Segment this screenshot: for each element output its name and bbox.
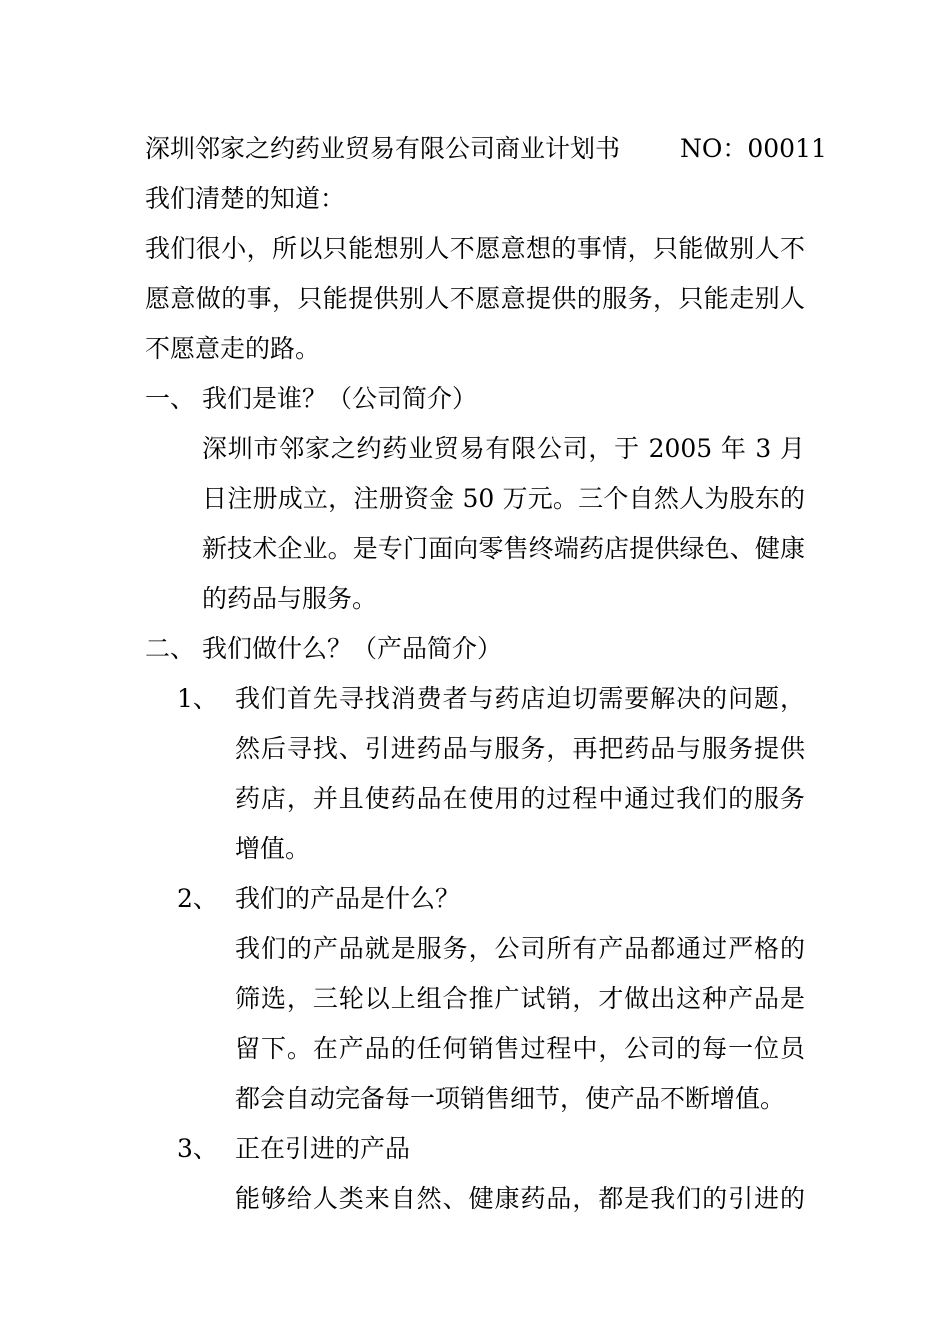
intro-line-1: 我们很小，所以只能想别人不愿意想的事情，只能做别人不 [145, 234, 805, 263]
document-title: 深圳邻家之约药业贸易有限公司商业计划书 [145, 134, 621, 163]
section-2-marker: 二、 [145, 634, 196, 663]
section-1-line-3: 新技术企业。是专门面向零售终端药店提供绿色、健康 [202, 534, 805, 563]
item-1-line-3: 药店，并且使药品在使用的过程中通过我们的服务 [235, 784, 805, 813]
item-3-heading: 正在引进的产品 [235, 1134, 411, 1163]
section-1-marker: 一、 [145, 384, 196, 413]
section-2-heading: 我们做什么？（产品简介） [202, 634, 503, 663]
intro-heading: 我们清楚的知道： [145, 184, 346, 213]
section-1-line-2: 日注册成立，注册资金 50 万元。三个自然人为股东的 [202, 484, 805, 513]
item-2-line-4: 都会自动完备每一项销售细节，使产品不断增值。 [235, 1084, 786, 1113]
section-1-heading: 我们是谁？（公司简介） [202, 384, 478, 413]
item-2-line-3: 留下。在产品的任何销售过程中，公司的每一位员 [235, 1034, 805, 1063]
item-3-marker: 3、 [177, 1134, 218, 1163]
item-1-line-1: 我们首先寻找消费者与药店迫切需要解决的问题， [235, 684, 805, 713]
item-3-line-1: 能够给人类来自然、健康药品，都是我们的引进的 [235, 1184, 805, 1213]
item-2-line-1: 我们的产品就是服务，公司所有产品都通过严格的 [235, 934, 805, 963]
item-1-line-2: 然后寻找、引进药品与服务，再把药品与服务提供 [235, 734, 805, 763]
item-1-marker: 1、 [177, 684, 218, 713]
item-1-line-4: 增值。 [235, 834, 311, 863]
section-1-line-1: 深圳市邻家之约药业贸易有限公司，于 2005 年 3 月 [202, 434, 805, 463]
intro-line-2: 愿意做的事，只能提供别人不愿意提供的服务，只能走别人 [145, 284, 805, 313]
section-1-line-4: 的药品与服务。 [202, 584, 378, 613]
item-2-line-2: 筛选，三轮以上组合推广试销，才做出这种产品是 [235, 984, 805, 1013]
intro-line-3: 不愿意走的路。 [145, 334, 321, 363]
document-number: NO：00011 [680, 134, 827, 163]
item-2-marker: 2、 [177, 884, 218, 913]
item-2-heading: 我们的产品是什么？ [235, 884, 461, 913]
